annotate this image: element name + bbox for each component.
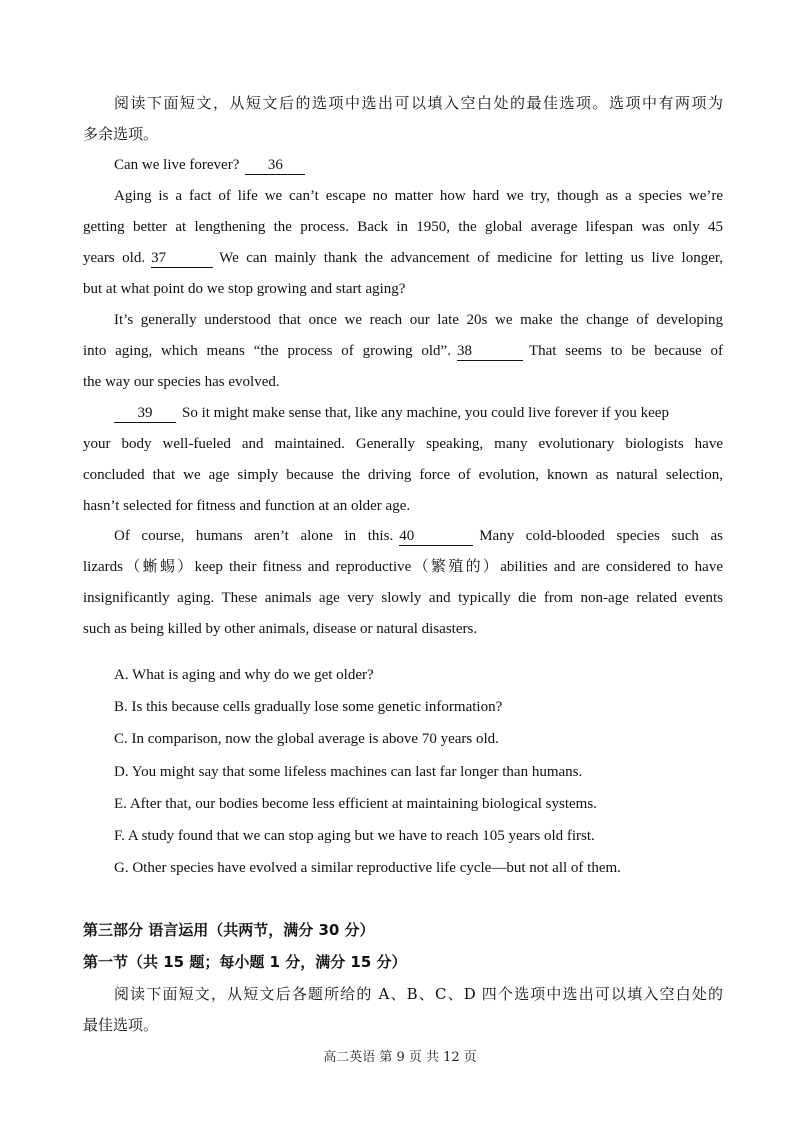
p3-line-3: concluded that we age simply because the driving force of evolution, known as natural selection,	[83, 467, 723, 483]
option-c: C. In comparison, now the global average is above 70 years old.	[114, 731, 499, 747]
p1-line-3a: years old.	[83, 250, 146, 266]
passage-title	[114, 155, 723, 175]
option-g: G. Other species have evolved a similar reproductive life cycle—but not all of them.	[114, 860, 621, 876]
blank-39: 39	[114, 404, 176, 423]
p4-line-1b: Many cold-blooded species such as	[479, 528, 723, 544]
p4-line-2: lizards（蜥蜴）keep their fitness and reproductive（繁殖的）abilities and are considered to have	[83, 559, 723, 575]
p4-line-1	[114, 526, 723, 546]
section1-heading: 第一节（共 15 题；每小题 1 分，满分 15 分）	[83, 953, 407, 971]
part3-instruction-line-1: 阅读下面短文，从短文后各题所给的 A、B、C、D 四个选项中选出可以填入空白处的	[114, 985, 723, 1003]
p1-line-3b: We can mainly thank the advancement of medicine for letting us live longer,	[219, 250, 723, 266]
option-b: B. Is this because cells gradually lose some genetic information?	[114, 699, 503, 715]
title-text: Can we live forever?	[114, 157, 240, 173]
p3-line-2: your body well-fueled and maintained. Generally speaking, many evolutionary biologists have	[83, 436, 723, 452]
blank-40: 40	[399, 527, 473, 546]
instruction-line-2: 多余选项。	[83, 125, 159, 143]
p3-line-1	[114, 403, 723, 423]
p1-line-1: Aging is a fact of life we can’t escape no matter how hard we try, though as a species we’re	[114, 188, 723, 204]
blank-36: 36	[245, 156, 305, 175]
page-footer: 高二英语 第 9 页 共 12 页	[323, 1050, 477, 1065]
blank-37: 37	[151, 249, 213, 268]
instruction-line-1: 阅读下面短文，从短文后的选项中选出可以填入空白处的最佳选项。选项中有两项为	[114, 94, 723, 112]
p4-line-3: insignificantly aging. These animals age very slowly and typically die from non-age related events	[83, 590, 723, 606]
option-a: A. What is aging and why do we get older?	[114, 667, 374, 683]
p2-line-1: It’s generally understood that once we reach our late 20s we make the change of developing	[114, 312, 723, 328]
p1-line-4: but at what point do we stop growing and start aging?	[83, 281, 406, 297]
p1-line-3	[83, 248, 723, 268]
p3-line-1b: So it might make sense that, like any machine, you could live forever if you keep	[182, 405, 669, 421]
blank-38: 38	[457, 342, 523, 361]
p2-line-3: the way our species has evolved.	[83, 374, 280, 390]
option-f: F. A study found that we can stop aging but we have to reach 105 years old first.	[114, 828, 595, 844]
p2-line-2b: That seems to be because of	[528, 343, 724, 359]
option-d: D. You might say that some lifeless machines can last far longer than humans.	[114, 764, 583, 780]
p2-line-2	[83, 341, 723, 361]
p4-line-1a: Of course, humans aren’t alone in this.	[114, 528, 394, 544]
p1-line-2: getting better at lengthening the process. Back in 1950, the global average lifespan was only 45	[83, 219, 723, 235]
p3-line-4: hasn’t selected for fitness and function at an older age.	[83, 498, 411, 514]
option-e: E. After that, our bodies become less efficient at maintaining biological systems.	[114, 796, 597, 812]
p4-line-4: such as being killed by other animals, disease or natural disasters.	[83, 621, 478, 637]
p2-line-2a: into aging, which means “the process of growing old”.	[83, 343, 451, 359]
part3-instruction-line-2: 最佳选项。	[83, 1016, 159, 1034]
part3-heading: 第三部分 语言运用（共两节，满分 30 分）	[83, 921, 375, 939]
